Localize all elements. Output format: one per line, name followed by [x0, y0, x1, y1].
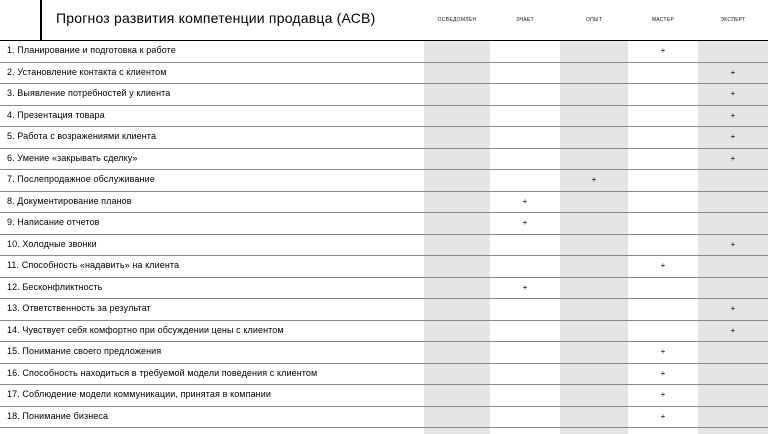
level-mark: +: [730, 153, 736, 163]
level-mark: +: [522, 196, 528, 206]
column-header-aware: ОСВЕДОМЛЕН: [437, 17, 477, 23]
level-mark: +: [660, 390, 666, 399]
row-label: 9. Написание отчетов: [7, 217, 100, 227]
row-label: 8. Документирование планов: [7, 195, 132, 206]
row-label: 17. Соблюдение модели коммуникации, принятая в компании: [7, 389, 271, 399]
row-label: 14. Чувствует себя комфортно при обсуждении цены с клиентом: [7, 324, 284, 335]
row-label: 12. Бесконфликтность: [7, 281, 103, 292]
table-row: [0, 406, 768, 428]
table-row: [0, 40, 768, 62]
row-divider: [0, 427, 768, 428]
level-mark: +: [730, 67, 736, 77]
row-label: 2. Установление контакта с клиентом: [7, 66, 167, 77]
column-header-experience: ОПЫТ: [585, 17, 603, 23]
level-mark: +: [660, 368, 666, 378]
page-title: Прогноз развития компетенции продавца (АСВ): [56, 10, 376, 26]
table-row: [0, 363, 768, 385]
row-label: 5. Работа с возражениями клиента: [7, 131, 157, 141]
level-mark: +: [730, 132, 736, 141]
level-mark: +: [660, 261, 666, 270]
level-mark: +: [522, 218, 528, 227]
level-mark: +: [591, 175, 597, 184]
row-label: 1. Планирование и подготовка к работе: [7, 45, 176, 55]
table-row: [0, 169, 768, 191]
table-row: [0, 255, 768, 277]
table-row: [0, 105, 768, 127]
row-label: 15. Понимание своего предложения: [7, 346, 162, 356]
table-row: [0, 126, 768, 148]
row-label: 10. Холодные звонки: [7, 238, 97, 249]
level-mark: +: [730, 304, 736, 313]
column-header-master: МАСТЕР: [651, 17, 675, 23]
row-label: 4. Презентация товара: [7, 109, 105, 120]
table-row: [0, 341, 768, 363]
row-label: 3. Выявление потребностей у клиента: [7, 88, 171, 98]
level-mark: +: [730, 110, 736, 120]
level-mark: +: [660, 411, 666, 421]
row-label: 7. Послепродажное обслуживание: [7, 174, 155, 184]
row-label: 16. Способность находиться в требуемой модели поведения с клиентом: [7, 367, 318, 378]
row-label: 6. Умение «закрывать сделку»: [7, 152, 138, 163]
table-row: [0, 298, 768, 320]
level-mark: +: [660, 46, 666, 55]
title-cell: [0, 0, 424, 40]
row-label: 18. Понимание бизнеса: [7, 410, 109, 421]
table-row: [0, 62, 768, 84]
level-mark: +: [730, 239, 736, 249]
row-label: 11. Способность «надавить» на клиента: [7, 260, 180, 270]
level-mark: +: [522, 282, 528, 292]
table-row: [0, 277, 768, 299]
table-row: [0, 83, 768, 105]
column-header-knows: ЗНАЕТ: [516, 17, 534, 23]
table-row: [0, 212, 768, 234]
table-row: [0, 320, 768, 342]
column-header-expert: ЭКСПЕРТ: [720, 17, 746, 23]
table-row: [0, 234, 768, 256]
table-row: [0, 148, 768, 170]
level-mark: +: [730, 325, 736, 335]
level-mark: +: [730, 89, 736, 98]
level-mark: +: [660, 347, 666, 356]
row-label: 13. Ответственность за результат: [7, 303, 151, 313]
table-row: [0, 191, 768, 213]
table-row: [0, 384, 768, 406]
title-divider: [40, 0, 42, 40]
